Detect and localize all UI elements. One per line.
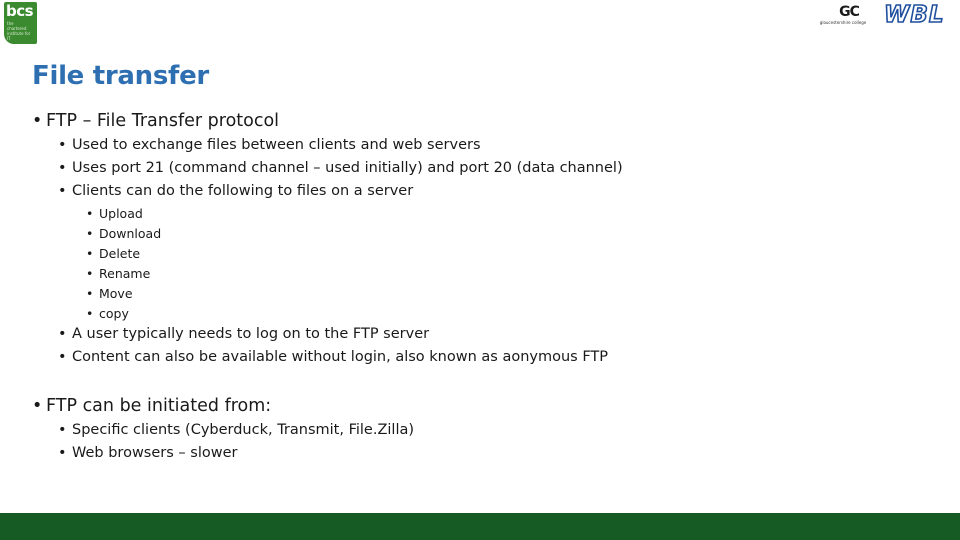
bullet-text: FTP can be initiated from:	[46, 396, 272, 416]
bullet-marker: •	[58, 183, 67, 199]
bullet-text: Content can also be available without login, also known as aonymous FTP	[72, 349, 609, 365]
gc-logo-mark: GC	[839, 4, 859, 20]
bullet-text: FTP – File Transfer protocol	[46, 111, 280, 131]
bullet-marker: •	[58, 326, 67, 342]
bullet-text: Download	[99, 226, 162, 241]
wbl-logo: WBL	[884, 2, 945, 28]
bullet-text: Upload	[99, 206, 143, 221]
bcs-logo-tagline: the chartered institute for IT	[7, 21, 31, 41]
bullet-marker: •	[86, 286, 94, 301]
bullet-marker: •	[32, 111, 43, 131]
bullet-marker: •	[86, 306, 94, 321]
gc-logo-name: gloucestershire college	[819, 20, 867, 25]
bullet-marker: •	[86, 226, 94, 241]
bullet-text: copy	[99, 306, 129, 321]
bullet-marker: •	[58, 137, 67, 153]
bcs-logo-text: bcs	[6, 2, 34, 20]
bullet-marker: •	[58, 422, 67, 438]
bullet-text: A user typically needs to log on to the FTP server	[72, 326, 430, 342]
bullet-text: Delete	[99, 246, 141, 261]
bcs-logo	[4, 2, 37, 44]
bullet-text: Specific clients (Cyberduck, Transmit, File.Zilla)	[72, 422, 415, 438]
slide-title: File transfer	[32, 61, 209, 91]
bullet-marker: •	[58, 160, 67, 176]
bullet-text: Used to exchange files between clients and web servers	[72, 137, 481, 153]
bullet-marker: •	[86, 206, 94, 221]
bullet-marker: •	[86, 266, 94, 281]
bullet-text: Uses port 21 (command channel – used initially) and port 20 (data channel)	[72, 160, 623, 176]
bullet-marker: •	[58, 349, 67, 365]
bullet-text: Clients can do the following to files on a server	[72, 183, 414, 199]
bullet-text: Rename	[99, 266, 151, 281]
bullet-text: Move	[99, 286, 133, 301]
bullet-marker: •	[58, 445, 67, 461]
bullet-marker: •	[86, 246, 94, 261]
bullet-marker: •	[32, 396, 43, 416]
bullet-text: Web browsers – slower	[72, 445, 238, 461]
footer-bar	[0, 513, 960, 540]
gloucestershire-college-logo	[810, 4, 876, 28]
